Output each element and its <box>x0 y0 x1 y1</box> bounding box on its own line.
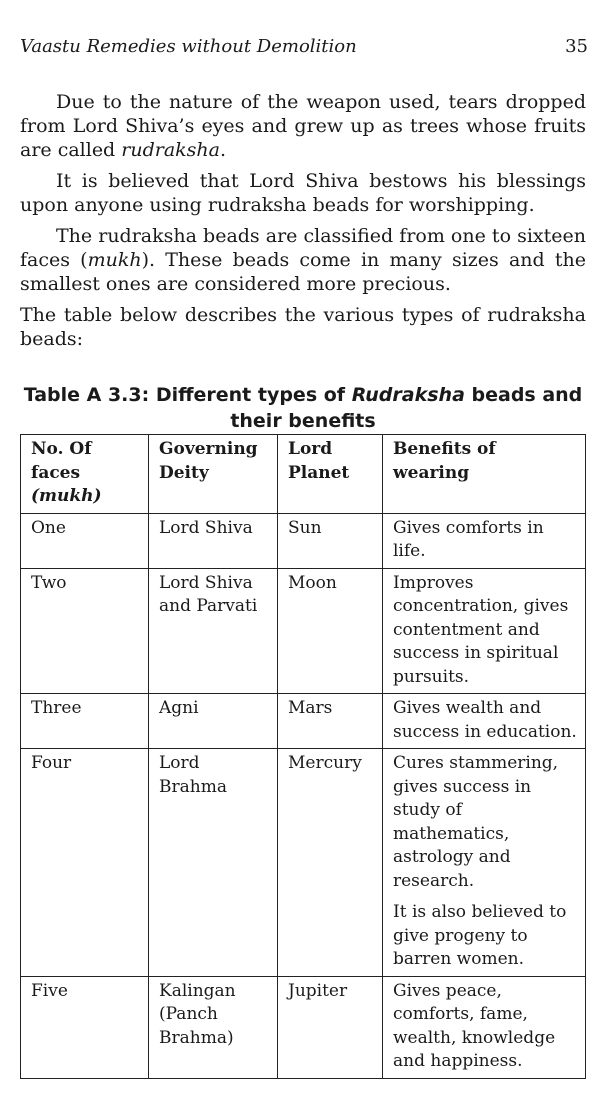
running-title: Vaastu Remedies without Demolition <box>20 36 357 57</box>
paragraph-3 <box>20 224 586 296</box>
benefit-text: Gives peace, comforts, fame, wealth, knowledge and happiness. <box>393 980 556 1071</box>
cell-benefit <box>383 568 586 694</box>
header-faces-mukh: (mukh) <box>31 486 102 506</box>
cell-planet: Mars <box>278 694 383 749</box>
cell-deity: Lord Shiva and Parvati <box>149 568 278 694</box>
cell-faces: Four <box>21 749 149 977</box>
cell-faces: Two <box>21 568 149 694</box>
benefit-text: Cures stammering, gives success in study of mathematics, astrology and research. <box>393 753 559 891</box>
cell-deity: Lord Brahma <box>149 749 278 977</box>
page-number: 35 <box>565 36 588 57</box>
table-caption-end: beads and their benefits <box>230 384 583 432</box>
body-text <box>20 90 586 358</box>
cell-benefit <box>383 976 586 1078</box>
cell-benefit <box>383 749 586 977</box>
benefit-extra-text: It is also believed to give progeny to barren women. <box>393 902 567 969</box>
table-caption-term: Rudraksha <box>351 384 465 406</box>
cell-faces: One <box>21 513 149 568</box>
cell-faces: Five <box>21 976 149 1078</box>
cell-planet: Sun <box>278 513 383 568</box>
paragraph-3-end: ). These beads come in many sizes and the smallest ones are considered more precious. <box>20 249 586 295</box>
table-caption <box>20 382 586 434</box>
table-header-row <box>21 435 586 514</box>
benefit-text: Improves concentration, gives contentment and success in spiritual pursuits. <box>393 572 569 687</box>
table-row <box>21 568 586 694</box>
header-faces-line2: faces <box>31 462 81 483</box>
header-benefits: Benefits of wearing <box>383 435 586 514</box>
cell-benefit <box>383 513 586 568</box>
table-row <box>21 976 586 1078</box>
paragraph-3-text: The rudraksha beads are classified from one to sixteen faces ( <box>20 225 586 271</box>
table-row <box>21 513 586 568</box>
table-row <box>21 749 586 977</box>
rudraksha-table <box>20 434 586 1079</box>
benefit-text: Gives wealth and success in education. <box>393 698 577 742</box>
paragraph-2: It is believed that Lord Shiva bestows his blessings upon anyone using rudraksha beads for worshipping. <box>20 170 586 216</box>
cell-planet: Moon <box>278 568 383 694</box>
cell-deity: Lord Shiva <box>149 513 278 568</box>
header-faces-line1: No. Of <box>31 439 92 459</box>
table-caption-text: Table A 3.3: Different types of <box>23 384 352 406</box>
paragraph-1-end: . <box>220 139 227 161</box>
header-deity: Governing Deity <box>149 435 278 514</box>
table-row <box>21 694 586 749</box>
paragraph-1 <box>20 90 586 162</box>
cell-deity: Kalingan (Panch Brahma) <box>149 976 278 1078</box>
paragraph-3-term: mukh <box>87 249 142 271</box>
cell-faces: Three <box>21 694 149 749</box>
benefit-text: Gives comforts in life. <box>393 517 544 561</box>
paragraph-4: The table below describes the various types of rudraksha beads: <box>20 304 586 350</box>
paragraph-1-term: rudraksha <box>121 139 220 161</box>
header-faces <box>21 435 149 514</box>
paragraph-1-text: Due to the nature of the weapon used, tears dropped from Lord Shiva’s eyes and grew up as trees whose fruits are called <box>20 91 586 161</box>
cell-planet: Jupiter <box>278 976 383 1078</box>
cell-deity: Agni <box>149 694 278 749</box>
cell-benefit <box>383 694 586 749</box>
header-planet: Lord Planet <box>278 435 383 514</box>
cell-planet: Mercury <box>278 749 383 977</box>
running-head <box>20 36 588 62</box>
